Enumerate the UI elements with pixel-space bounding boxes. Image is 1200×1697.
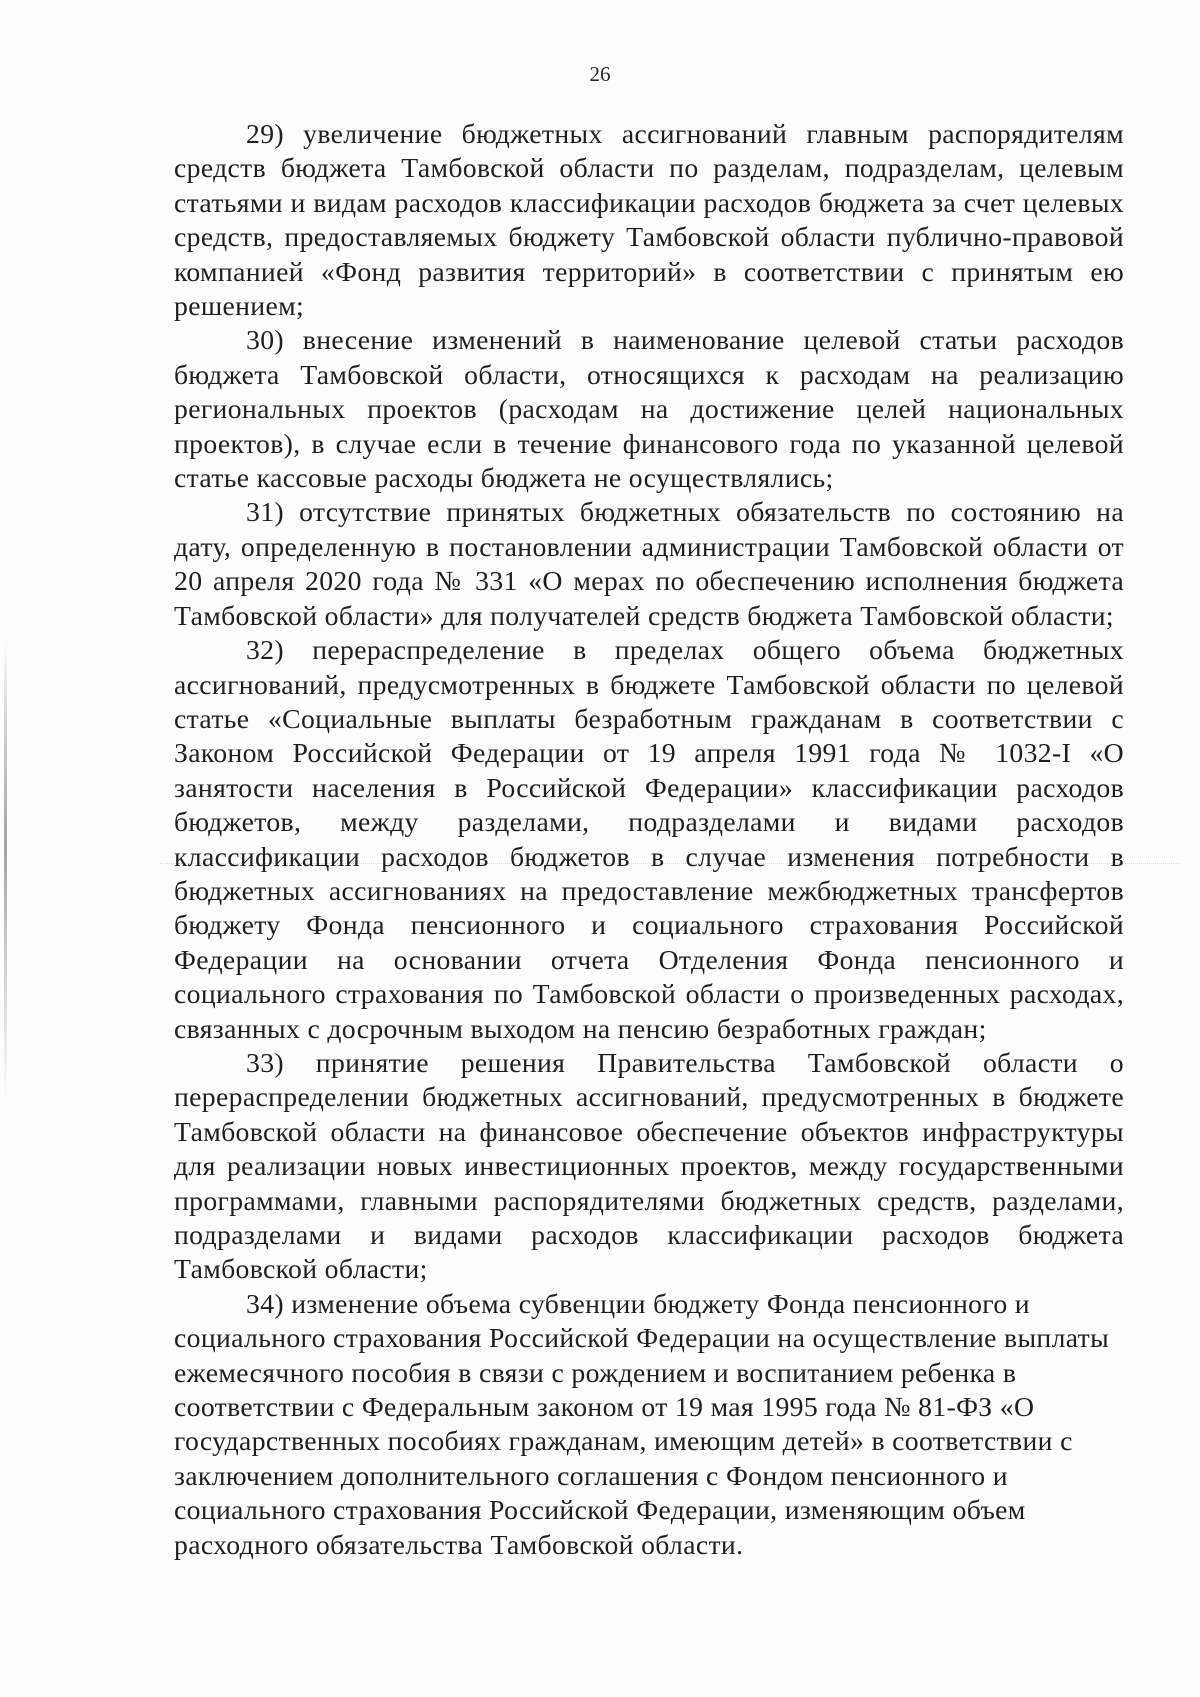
paragraph-32: 32) перераспределение в пределах общего объема бюджетных ассигнований, предусмотренных в бюджете Тамбовской области по целевой статье «Социальные выплаты безработным гражданам в соответствии с Законом Российской Федерации от 19 апреля 1991 года № 1032-I «О занятости населения в Российской Федерации» классификации расходов бюджетов, между разделами, подразделами и видами расходов классификации расходов бюджетов в случае изменения потребности в бюджетных ассигнованиях на предоставление межбюджетных трансфертов бюджету Фонда пенсионного и социального страхования Российской Федерации на основании отчета Отделения Фонда пенсионного и социального страхования по Тамбовской области о произведенных расходах, связанных с досрочным выходом на пенсию безработных граждан; [174, 634, 1124, 1044]
paragraph-34: 34) изменение объема субвенции бюджету Фонда пенсионного и социального страхования Российской Федерации на осуществление выплаты ежемесячного пособия в связи с рождением и воспитанием ребенка в соответствии с Федеральным законом от 19 мая 1995 года № 81-ФЗ «О государственных пособиях гражданам, имеющим детей» в соответствии с заключением дополнительного соглашения с Фондом пенсионного и социального страхования Российской Федерации, изменяющим объем расходного обязательства Тамбовской области. [174, 1287, 1110, 1560]
paragraph-30: 30) внесение изменений в наименование целевой статьи расходов бюджета Тамбовской области, относящихся к расходам на реализацию региональных проектов (расходам на достижение целей национальных проектов), в случае если в течение финансового года по указанной целевой статье кассовые расходы бюджета не осуществлялись; [174, 324, 1124, 494]
paragraph-33: 33) принятие решения Правительства Тамбовской области о перераспределении бюджетных ассигнований, предусмотренных в бюджете Тамбовской области на финансовое обеспечение объектов инфраструктуры для реализации новых инвестиционных проектов, между государственными программами, главными распорядителями бюджетных средств, разделами, подразделами и видами расходов классификации расходов бюджета Тамбовской области; [174, 1046, 1124, 1285]
document-body [174, 117, 1124, 1562]
scan-edge-artifact [4, 640, 7, 1100]
page-number: 26 [589, 62, 611, 86]
paragraph-31: 31) отсутствие принятых бюджетных обязательств по состоянию на дату, определенную в постановлении администрации Тамбовской области от 20 апреля 2020 года № 331 «О мерах по обеспечению исполнения бюджета Тамбовской области» для получателей средств бюджета Тамбовской области; [174, 496, 1124, 631]
paragraph-29: 29) увеличение бюджетных ассигнований главным распорядителям средств бюджета Тамбовской области по разделам, подразделам, целевым статьями и видам расходов классификации расходов бюджета за счет целевых средств, предоставляемых бюджету Тамбовской области публично-правовой компанией «Фонд развития территорий» в соответствии с принятым ею решением; [174, 118, 1124, 322]
